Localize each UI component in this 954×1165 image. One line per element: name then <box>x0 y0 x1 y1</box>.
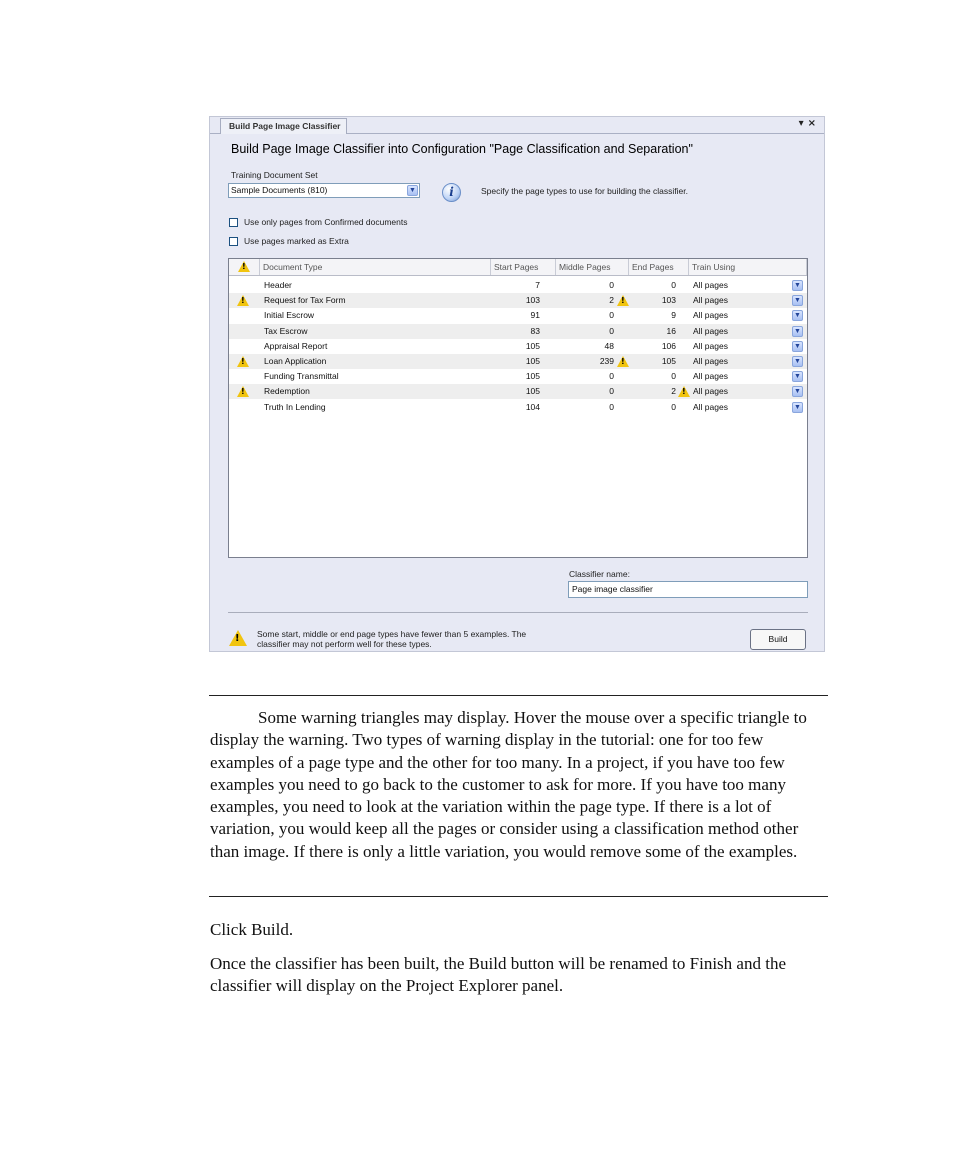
end-pages-cell: 105 <box>661 356 676 366</box>
start-pages-cell: 7 <box>535 280 540 290</box>
build-button[interactable]: Build <box>750 629 806 650</box>
end-pages-cell: 2 <box>671 386 676 397</box>
chevron-down-icon[interactable]: ▼ <box>792 280 803 291</box>
extra-pages-checkbox[interactable] <box>229 237 238 246</box>
train-using-cell[interactable]: All pages <box>693 295 728 306</box>
training-set-select[interactable] <box>228 183 420 198</box>
table-row[interactable] <box>229 354 807 369</box>
column-header-train-using[interactable]: Train Using <box>689 259 807 275</box>
train-using-cell[interactable]: All pages <box>693 386 728 397</box>
train-using-cell[interactable]: All pages <box>693 401 728 412</box>
dropdown-arrow-icon[interactable]: ▾ <box>798 118 808 129</box>
build-classifier-panel <box>209 116 825 652</box>
middle-pages-cell: 0 <box>609 401 614 412</box>
middle-pages-cell: 48 <box>604 340 614 351</box>
tab-controls <box>799 118 820 129</box>
document-type-cell: Appraisal Report <box>264 340 328 351</box>
warning-icon[interactable] <box>617 295 629 306</box>
chevron-down-icon[interactable]: ▼ <box>792 371 803 382</box>
chevron-down-icon[interactable]: ▼ <box>792 402 803 413</box>
document-type-cell: Redemption <box>264 386 310 397</box>
warning-icon <box>238 261 250 272</box>
end-pages-cell: 0 <box>671 401 676 412</box>
table-row[interactable] <box>229 293 807 308</box>
document-type-cell: Header <box>264 280 292 290</box>
warning-icon[interactable] <box>237 356 249 367</box>
train-using-cell[interactable]: All pages <box>693 310 728 321</box>
confirmed-docs-option[interactable] <box>229 217 407 227</box>
middle-pages-cell: 2 <box>609 295 614 306</box>
start-pages-cell: 105 <box>525 371 540 382</box>
start-pages-cell: 104 <box>525 401 540 412</box>
classifier-name-label: Classifier name: <box>569 569 630 579</box>
document-type-cell: Tax Escrow <box>264 325 308 336</box>
end-pages-cell: 103 <box>661 295 676 306</box>
confirmed-docs-checkbox[interactable] <box>229 218 238 227</box>
page-title: Build Page Image Classifier into Configuration "Page Classification and Separation" <box>231 142 693 156</box>
warning-icon <box>229 630 247 646</box>
info-icon: i <box>442 183 461 202</box>
tab-build-page-image-classifier[interactable]: Build Page Image Classifier <box>220 118 347 134</box>
middle-pages-cell: 0 <box>609 386 614 397</box>
warning-column-header[interactable] <box>229 259 260 275</box>
middle-pages-cell: 239 <box>599 356 614 366</box>
start-pages-cell: 105 <box>525 356 540 366</box>
note-top-rule <box>209 695 828 696</box>
table-row[interactable] <box>229 400 807 415</box>
train-using-cell[interactable]: All pages <box>693 371 728 382</box>
start-pages-cell: 103 <box>525 295 540 306</box>
close-icon[interactable]: × <box>807 118 820 129</box>
document-type-grid <box>228 258 808 558</box>
table-row[interactable] <box>229 339 807 354</box>
extra-pages-option[interactable] <box>229 236 349 246</box>
chevron-down-icon[interactable]: ▼ <box>792 341 803 352</box>
train-using-cell[interactable]: All pages <box>693 356 728 366</box>
column-header-document-type[interactable]: Document Type <box>260 259 491 275</box>
confirmed-docs-label: Use only pages from Confirmed documents <box>244 217 408 227</box>
start-pages-cell: 91 <box>530 310 540 321</box>
warning-icon[interactable] <box>617 356 629 367</box>
note-paragraph: Some warning triangles may display. Hover the mouse over a specific triangle to display the warning. Two types of warning display in the tutorial: one for too few examples of a page type and the other for too many. In a project, if you have too few examples you need to go back to the customer to ask for more. If you have too many examples, you need to look at the variation within the page type. If there is a lot of variation, you would keep all the pages or consider using a classification method other than image. If there is only a little variation, you would remove some of the examples. <box>210 708 807 861</box>
end-pages-cell: 0 <box>671 371 676 382</box>
document-type-cell: Loan Application <box>264 356 327 366</box>
warning-message: Some start, middle or end page types have fewer than 5 examples. The classifier may not perform well for these types. <box>257 629 527 649</box>
document-type-cell: Initial Escrow <box>264 310 315 321</box>
start-pages-cell: 105 <box>525 340 540 351</box>
chevron-down-icon[interactable]: ▼ <box>792 386 803 397</box>
info-text: Specify the page types to use for building the classifier. <box>481 186 688 196</box>
result-paragraph: Once the classifier has been built, the Build button will be renamed to Finish and the classifier will display on the Project Explorer panel. <box>210 954 786 996</box>
table-row[interactable] <box>229 278 807 293</box>
step-text: Click Build. <box>210 920 294 939</box>
warning-icon[interactable] <box>237 386 249 397</box>
table-row[interactable] <box>229 369 807 384</box>
table-row[interactable] <box>229 324 807 339</box>
table-row[interactable] <box>229 308 807 323</box>
middle-pages-cell: 0 <box>609 325 614 336</box>
train-using-cell[interactable]: All pages <box>693 280 728 290</box>
training-set-value: Sample Documents (810) <box>231 185 328 195</box>
end-pages-cell: 9 <box>671 310 676 321</box>
chevron-down-icon[interactable]: ▼ <box>792 295 803 306</box>
table-row[interactable] <box>229 384 807 399</box>
column-header-middle-pages[interactable]: Middle Pages <box>556 259 629 275</box>
start-pages-cell: 83 <box>530 325 540 336</box>
train-using-cell[interactable]: All pages <box>693 325 728 336</box>
middle-pages-cell: 0 <box>609 280 614 290</box>
end-pages-cell: 16 <box>666 325 676 336</box>
document-type-cell: Funding Transmittal <box>264 371 339 382</box>
column-header-start-pages[interactable]: Start Pages <box>491 259 556 275</box>
column-header-end-pages[interactable]: End Pages <box>629 259 689 275</box>
training-set-label: Training Document Set <box>231 170 318 180</box>
train-using-cell[interactable]: All pages <box>693 340 728 351</box>
classifier-name-input[interactable]: Page image classifier <box>568 581 808 598</box>
grid-header <box>229 259 807 276</box>
warning-icon[interactable] <box>237 295 249 306</box>
note-bottom-rule <box>209 896 828 897</box>
middle-pages-cell: 0 <box>609 310 614 321</box>
chevron-down-icon[interactable]: ▼ <box>792 326 803 337</box>
chevron-down-icon[interactable]: ▼ <box>792 310 803 321</box>
middle-pages-cell: 0 <box>609 371 614 382</box>
divider <box>228 612 808 613</box>
extra-pages-label: Use pages marked as Extra <box>244 236 349 246</box>
tab-bar <box>210 117 824 134</box>
document-type-cell: Request for Tax Form <box>264 295 346 306</box>
end-pages-cell: 0 <box>671 280 676 290</box>
chevron-down-icon[interactable]: ▼ <box>407 185 418 196</box>
chevron-down-icon[interactable]: ▼ <box>792 356 803 367</box>
end-pages-cell: 106 <box>661 340 676 351</box>
document-type-cell: Truth In Lending <box>264 401 326 412</box>
start-pages-cell: 105 <box>525 386 540 397</box>
warning-icon[interactable] <box>678 386 690 397</box>
